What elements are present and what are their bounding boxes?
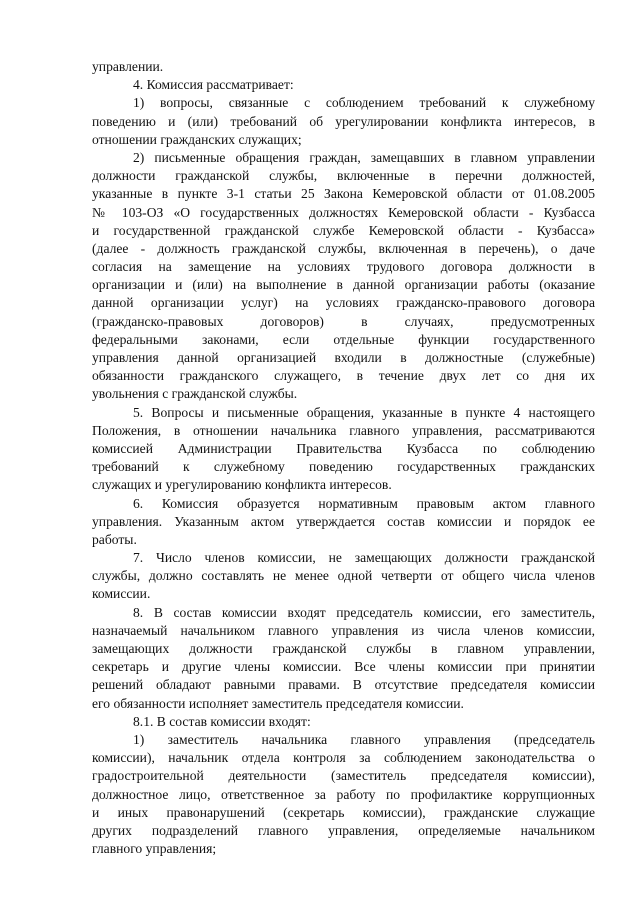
text-line: должностное лицо, ответственное за работу по профилактике коррупционных	[92, 786, 595, 802]
text-line: секретарь и другие члены комиссии. Все члены комиссии при принятии	[92, 659, 595, 675]
text-line: увольнения с гражданской службы.	[92, 386, 298, 402]
text-line: градостроительной деятельности (заместитель председателя комиссии),	[92, 768, 595, 784]
document-body-text	[92, 58, 595, 858]
text-line: отношении гражданских служащих;	[92, 131, 302, 147]
text-line: № 103-ОЗ «О государственных должностях Кемеровской области - Кузбасса	[92, 204, 595, 220]
text-line: работы.	[92, 531, 137, 547]
text-line: (гражданско-правовых договоров) в случаях, предусмотренных	[92, 313, 595, 329]
text-line: указанные в пункте 3-1 статьи 25 Закона Кемеровской области от 01.08.2005	[92, 186, 595, 202]
text-line: требований к служебному поведению государственных гражданских	[92, 459, 595, 475]
text-line: поведению и (или) требований об урегулировании конфликта интересов, в	[92, 113, 595, 129]
text-line: 5. Вопросы и письменные обращения, указанные в пункте 4 настоящего	[133, 404, 595, 420]
text-line: его обязанности исполняет заместитель председателя комиссии.	[92, 695, 464, 711]
text-line: комиссии), начальник отдела контроля за соблюдением законодательства о	[92, 750, 595, 766]
text-line: 4. Комиссия рассматривает:	[133, 77, 294, 93]
text-line: главного управления;	[92, 841, 217, 857]
text-line: других подразделений главного управления, определяемые начальником	[92, 822, 595, 838]
text-line: управления. Указанным актом утверждается состав комиссии и порядок ее	[92, 513, 595, 529]
text-line: 8. В состав комиссии входят председатель комиссии, его заместитель,	[133, 604, 595, 620]
text-line: должности гражданской службы, включенные в перечни должностей,	[92, 168, 595, 184]
text-line: службы, должно составлять не менее одной четверти от общего числа членов	[92, 568, 595, 584]
text-line: федеральными законами, если отдельные функции государственного	[92, 331, 595, 347]
text-line: 1) заместитель начальника главного управления (председатель	[133, 731, 595, 747]
text-line: решений обладают равными правами. В отсутствие председателя комиссии	[92, 677, 595, 693]
text-line: служащих и урегулированию конфликта интересов.	[92, 477, 392, 493]
text-line: данной организации услуг) на условиях гражданско-правового договора	[92, 295, 595, 311]
text-line: и иных правонарушений (секретарь комиссии), гражданские служащие	[92, 804, 595, 820]
text-line: управления данной организацией входили в должностные (служебные)	[92, 350, 595, 365]
text-line: управлении.	[92, 59, 164, 74]
text-line: 8.1. В состав комиссии входят:	[133, 713, 311, 729]
text-line: 7. Число членов комиссии, не замещающих должности гражданской	[133, 550, 595, 566]
text-line: организации и (или) на выполнение в данной организации работы (оказание	[92, 277, 595, 293]
text-line: (далее - должность гражданской службы, включенная в перечень), о даче	[92, 240, 595, 256]
text-line: согласия на замещение на условиях трудового договора должности в	[92, 259, 595, 275]
text-line: комиссии.	[92, 586, 151, 602]
text-line: 6. Комиссия образуется нормативным правовым актом главного	[133, 495, 595, 511]
text-line: Положения, в отношении начальника главного управления, рассматриваются	[92, 422, 595, 438]
text-line: замещающих должности гражданской службы в главном управлении,	[92, 641, 595, 656]
text-line: 2) письменные обращения граждан, замещавших в главном управлении	[133, 149, 595, 165]
text-line: комиссией Администрации Правительства Кузбасса по соблюдению	[92, 440, 595, 456]
text-line: и государственной гражданской службе Кемеровской области - Кузбасса»	[92, 222, 595, 238]
text-line: назначаемый начальником главного управления из числа членов комиссии,	[92, 622, 595, 638]
text-line: обязанности гражданского служащего, в течение двух лет со дня их	[92, 368, 595, 384]
text-line: 1) вопросы, связанные с соблюдением требований к служебному	[133, 95, 595, 111]
